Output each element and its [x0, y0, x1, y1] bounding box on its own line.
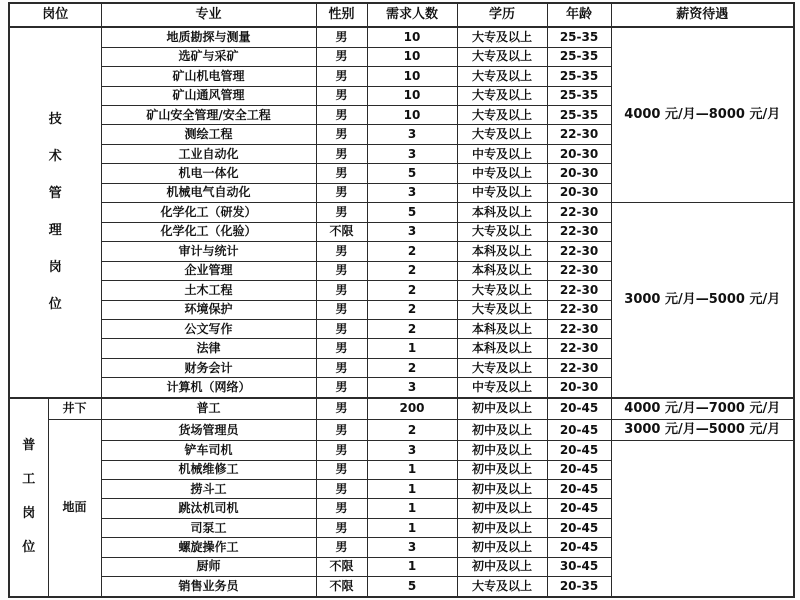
cell-gender: 男: [316, 125, 367, 144]
cell-age: 22-30: [547, 358, 611, 377]
cell-education: 大专及以上: [457, 577, 547, 597]
cell-headcount: 1: [367, 557, 457, 576]
cell-major: 公文写作: [101, 319, 316, 338]
cell-age: 22-30: [547, 281, 611, 300]
cell-education: 大专及以上: [457, 300, 547, 319]
table-row: [9, 398, 794, 420]
cell-gender: 男: [316, 499, 367, 518]
cell-major: 机械维修工: [101, 460, 316, 479]
cell-major: 跳汰机司机: [101, 499, 316, 518]
cell-gender: 男: [316, 144, 367, 163]
table-header: [9, 3, 794, 27]
cell-education: 大专及以上: [457, 86, 547, 105]
cell-headcount: 2: [367, 261, 457, 280]
cell-gender: 男: [316, 378, 367, 398]
cell-education: 大专及以上: [457, 47, 547, 66]
cell-headcount: 3: [367, 125, 457, 144]
cell-headcount: 3: [367, 441, 457, 460]
table-row: [9, 577, 794, 597]
cell-major: 化学化工（研发）: [101, 203, 316, 222]
table-row: [9, 441, 794, 460]
cell-gender: 男: [316, 281, 367, 300]
cell-age: 20-30: [547, 144, 611, 163]
cell-headcount: 2: [367, 281, 457, 300]
table-row: [9, 557, 794, 576]
header-gender: 性别: [316, 3, 367, 27]
cell-gender: 男: [316, 183, 367, 202]
cell-education: 初中及以上: [457, 538, 547, 557]
cell-headcount: 10: [367, 86, 457, 105]
header-salary: 薪资待遇: [611, 3, 794, 27]
cell-gender: 不限: [316, 557, 367, 576]
cell-age: 20-45: [547, 518, 611, 537]
salary-band-2: 3000 元/月—5000 元/月: [611, 203, 794, 398]
cell-major: 化学化工（化验）: [101, 222, 316, 241]
cell-major: 计算机（网络）: [101, 378, 316, 398]
cell-education: 本科及以上: [457, 339, 547, 358]
cell-major: 机电一体化: [101, 164, 316, 183]
recruitment-table: [8, 2, 795, 598]
cell-gender: 男: [316, 319, 367, 338]
cell-major: 厨师: [101, 557, 316, 576]
cell-headcount: 1: [367, 518, 457, 537]
cell-age: 25-35: [547, 86, 611, 105]
cell-education: 中专及以上: [457, 164, 547, 183]
cell-gender: 男: [316, 339, 367, 358]
cell-gender: 男: [316, 261, 367, 280]
cell-headcount: 1: [367, 499, 457, 518]
header-education: 学历: [457, 3, 547, 27]
table-row: [9, 499, 794, 518]
cell-gender: 男: [316, 441, 367, 460]
cell-age: 22-30: [547, 339, 611, 358]
cell-education: 大专及以上: [457, 222, 547, 241]
cell-age: 30-45: [547, 557, 611, 576]
cell-headcount: 2: [367, 300, 457, 319]
cell-gender: 男: [316, 242, 367, 261]
cell-age: 25-35: [547, 47, 611, 66]
cell-headcount: 3: [367, 222, 457, 241]
cell-education: 初中及以上: [457, 518, 547, 537]
header-row: [9, 3, 794, 27]
cell-education: 初中及以上: [457, 441, 547, 460]
cell-gender: 不限: [316, 222, 367, 241]
table-row: [9, 480, 794, 499]
cell-major: 机械电气自动化: [101, 183, 316, 202]
salary-band-1: 4000 元/月—8000 元/月: [611, 27, 794, 203]
cell-headcount: 200: [367, 398, 457, 420]
cell-major: 法律: [101, 339, 316, 358]
table-row: [9, 518, 794, 537]
cell-education: 大专及以上: [457, 27, 547, 47]
cell-gender: 男: [316, 67, 367, 86]
cell-education: 本科及以上: [457, 242, 547, 261]
table-row: [9, 538, 794, 557]
cell-age: 25-35: [547, 27, 611, 47]
cell-age: 22-30: [547, 222, 611, 241]
cell-major: 企业管理: [101, 261, 316, 280]
cell-education: 大专及以上: [457, 125, 547, 144]
cell-major: 选矿与采矿: [101, 47, 316, 66]
cell-education: 本科及以上: [457, 319, 547, 338]
cell-major: 土木工程: [101, 281, 316, 300]
cell-gender: 男: [316, 86, 367, 105]
cell-major: 普工: [101, 398, 316, 420]
cell-age: 20-45: [547, 420, 611, 441]
cell-education: 大专及以上: [457, 281, 547, 300]
cell-headcount: 3: [367, 183, 457, 202]
cell-education: 初中及以上: [457, 398, 547, 420]
cell-age: 20-30: [547, 183, 611, 202]
cell-headcount: 2: [367, 420, 457, 441]
header-position: 岗位: [9, 3, 101, 27]
cell-education: 本科及以上: [457, 203, 547, 222]
header-headcount: 需求人数: [367, 3, 457, 27]
cell-age: 20-45: [547, 480, 611, 499]
cell-major: 矿山通风管理: [101, 86, 316, 105]
cell-major: 工业自动化: [101, 144, 316, 163]
cell-headcount: 1: [367, 480, 457, 499]
cell-age: 20-45: [547, 441, 611, 460]
cell-education: 大专及以上: [457, 358, 547, 377]
cell-education: 大专及以上: [457, 67, 547, 86]
group-general-labor-text: 普 工 岗 位: [22, 438, 36, 556]
cell-education: 初中及以上: [457, 557, 547, 576]
cell-age: 22-30: [547, 261, 611, 280]
cell-major: 测绘工程: [101, 125, 316, 144]
cell-major: 司泵工: [101, 518, 316, 537]
cell-headcount: 5: [367, 164, 457, 183]
cell-gender: 男: [316, 106, 367, 125]
cell-major: 财务会计: [101, 358, 316, 377]
subgroup-surface: 地面: [48, 420, 101, 597]
cell-education: 初中及以上: [457, 499, 547, 518]
table-body: [9, 27, 794, 597]
cell-gender: 男: [316, 47, 367, 66]
salary-band-3: 4000 元/月—7000 元/月: [611, 398, 794, 420]
cell-major: 销售业务员: [101, 577, 316, 597]
cell-major: 矿山机电管理: [101, 67, 316, 86]
cell-education: 大专及以上: [457, 106, 547, 125]
table-row: [9, 203, 794, 222]
cell-major: 捞斗工: [101, 480, 316, 499]
cell-headcount: 3: [367, 378, 457, 398]
cell-age: 20-35: [547, 577, 611, 597]
cell-headcount: 10: [367, 47, 457, 66]
cell-major: 货场管理员: [101, 420, 316, 441]
cell-age: 25-35: [547, 67, 611, 86]
salary-band-4: 3000 元/月—5000 元/月: [611, 420, 794, 441]
cell-gender: 男: [316, 27, 367, 47]
cell-headcount: 10: [367, 67, 457, 86]
header-major: 专业: [101, 3, 316, 27]
cell-headcount: 1: [367, 339, 457, 358]
cell-education: 中专及以上: [457, 144, 547, 163]
cell-gender: 男: [316, 480, 367, 499]
cell-age: 25-35: [547, 106, 611, 125]
cell-major: 螺旋操作工: [101, 538, 316, 557]
cell-major: 铲车司机: [101, 441, 316, 460]
cell-headcount: 5: [367, 203, 457, 222]
cell-age: 20-45: [547, 499, 611, 518]
cell-headcount: 10: [367, 106, 457, 125]
cell-age: 22-30: [547, 242, 611, 261]
cell-gender: 男: [316, 460, 367, 479]
cell-headcount: 3: [367, 538, 457, 557]
table-row: [9, 27, 794, 47]
cell-gender: 男: [316, 164, 367, 183]
cell-gender: 男: [316, 203, 367, 222]
cell-gender: 男: [316, 420, 367, 441]
group-technical-text: 技 术 管 理 岗 位: [48, 112, 62, 313]
cell-headcount: 1: [367, 460, 457, 479]
cell-headcount: 5: [367, 577, 457, 597]
subgroup-underground: 井下: [48, 398, 101, 420]
cell-education: 初中及以上: [457, 460, 547, 479]
cell-gender: 男: [316, 518, 367, 537]
cell-major: 矿山安全管理/安全工程: [101, 106, 316, 125]
cell-headcount: 2: [367, 242, 457, 261]
cell-age: 22-30: [547, 125, 611, 144]
cell-age: 20-45: [547, 460, 611, 479]
cell-age: 20-45: [547, 398, 611, 420]
cell-gender: 男: [316, 358, 367, 377]
cell-gender: 男: [316, 538, 367, 557]
cell-gender: 男: [316, 398, 367, 420]
table-row: [9, 420, 794, 441]
cell-age: 20-45: [547, 538, 611, 557]
cell-age: 22-30: [547, 203, 611, 222]
header-age: 年龄: [547, 3, 611, 27]
cell-major: 地质勘探与测量: [101, 27, 316, 47]
group-general-labor: [9, 398, 48, 597]
cell-age: 22-30: [547, 300, 611, 319]
cell-age: 20-30: [547, 164, 611, 183]
cell-headcount: 3: [367, 144, 457, 163]
cell-headcount: 10: [367, 27, 457, 47]
cell-major: 环境保护: [101, 300, 316, 319]
cell-education: 初中及以上: [457, 480, 547, 499]
cell-education: 中专及以上: [457, 378, 547, 398]
cell-age: 22-30: [547, 319, 611, 338]
cell-education: 中专及以上: [457, 183, 547, 202]
cell-education: 本科及以上: [457, 261, 547, 280]
group-technical: [9, 27, 101, 398]
cell-headcount: 2: [367, 358, 457, 377]
cell-headcount: 2: [367, 319, 457, 338]
cell-gender: 男: [316, 300, 367, 319]
table-row: [9, 460, 794, 479]
cell-age: 20-30: [547, 378, 611, 398]
cell-major: 审计与统计: [101, 242, 316, 261]
cell-gender: 不限: [316, 577, 367, 597]
cell-education: 初中及以上: [457, 420, 547, 441]
